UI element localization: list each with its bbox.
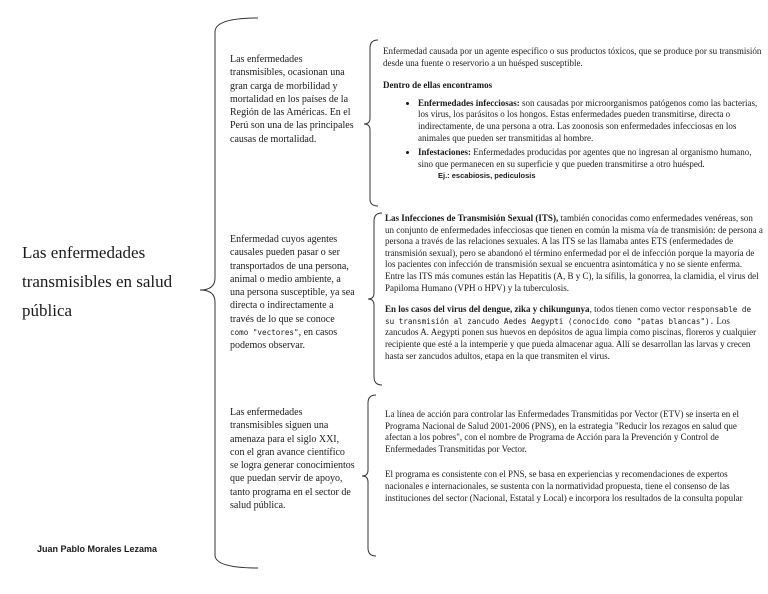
etv-paragraph: La línea de acción para controlar las Enfermedades Transmitidas por Vector (ETV) se inserta en el Programa Nacional de Salud 2001-2006 (PNS), en la estrategia "Reducir los rezagos en salud que afectan a los pobres", con el nombre de Programa de Acción para la Prevención y Control de Enfermedades Transmitidas por Vector. bbox=[385, 409, 739, 454]
branch-3-detail bbox=[385, 409, 763, 504]
author-name: Juan Pablo Morales Lezama bbox=[37, 544, 158, 554]
branch-1-summary: Las enfermedades transmisibles, ocasionan una gran carga de morbilidad y mortalidad en los países de la Región de las Américas. En el Perú son una de las principales causas de mortalidad. bbox=[230, 54, 354, 145]
dengue-paragraph: En los casos del virus del dengue, zika y chikungunya, todos tienen como vector responsable de su transmisión al zancudo Aedes Aegypti (conocido como "patas blancas"). Los zancudos A. Aegypti ponen sus huevos en depósitos de agua limpia como piscinas, floreros y cualquier recipiente que esté a la intemperie y que pueda almacenar agua. Allí se desarrollan las larvas y crecen hasta ser zancudos adultos, etapa en la que transmiten el virus. bbox=[385, 304, 757, 361]
branch-2-detail bbox=[385, 213, 763, 362]
branch-1-detail bbox=[383, 46, 763, 185]
its-common-paragraph: Entre las ITS más comunes están las Hepatitis (A, B y C), la sífilis, la gonorrea, la clamidia, el virus del Papiloma Humano (VPH o HPV) y la tuberculosis. bbox=[385, 270, 759, 293]
brace-1 bbox=[364, 40, 378, 206]
vectores-term: como "vectores" bbox=[230, 328, 299, 338]
brace-3 bbox=[362, 395, 376, 556]
program-paragraph: El programa es consistente con el PNS, se basa en experiencias y recomendaciones de expertos nacionales e internacionales, se sustenta con la normatividad propuesta, tiene el consenso de las instituciones del sector (Nacional, Estatal y Local) e incorpora los resultados de la consulta popular bbox=[385, 469, 743, 503]
list-item: • Infestaciones: Enfermedades producidas por agentes que no ingresan al organismo humano, sino que permanecen en su superficie y que pueden transmitirse a otro huésped. Ej.: escabiosis, pediculosis bbox=[418, 147, 763, 182]
brace-2 bbox=[368, 213, 382, 385]
branch-3-summary: Las enfermedades transmisibles siguen una amenaza para el siglo XXI, con el gran avance científico se logra generar conocimientos que puedan servir de apoyo, tanto programa en el sector de salud pública. bbox=[230, 407, 355, 512]
its-paragraph: Las Infecciones de Transmisión Sexual (ITS), también conocidas como enfermedades venéreas, son un conjunto de enfermedades infecciosas que tienen en común la misma vía de transmisión: de persona a persona a través de las relaciones sexuales. A las ITS se las llamaba antes ETS (enfermedades de transmisión sexual), pero se abandonó el término enfermedad por el de infección porque la mayoría de los pacientes con infección de transmisión sexual se encuentra asintomática y no se siente enferma. bbox=[385, 213, 763, 270]
branch-1-subtitle: Dentro de ellas encontramos bbox=[383, 80, 493, 91]
branch-2-summary: Enfermedad cuyos agentes causales pueden pasar o ser transportados de una persona, animal o medio ambiente, a una persona susceptible, ya sea directa o indirectamente a través de lo que se conoce como "vectores", en casos podemos observar. bbox=[230, 234, 355, 352]
branch-1-list bbox=[383, 98, 763, 182]
branch-1-intro: Enfermedad causada por un agente específico o sus productos tóxicos, que se produce por su transmisión desde una fuente o reservorio a un huésped susceptible. bbox=[383, 46, 762, 68]
list-item: • Enfermedades infecciosas: son causadas por microorganismos patógenos como las bacterias, los virus, los parásitos o los hongos. Estas enfermedades pueden transmitirse, directa o indirectamente, de una persona a otra. Las zoonosis son enfermedades infecciosas en los animales que pueden ser transmitidas al hombre. bbox=[418, 98, 763, 144]
main-title: Las enfermedades transmisibles en salud pública bbox=[22, 243, 173, 320]
example-text: Ej.: escabiosis, pediculosis bbox=[438, 171, 536, 181]
